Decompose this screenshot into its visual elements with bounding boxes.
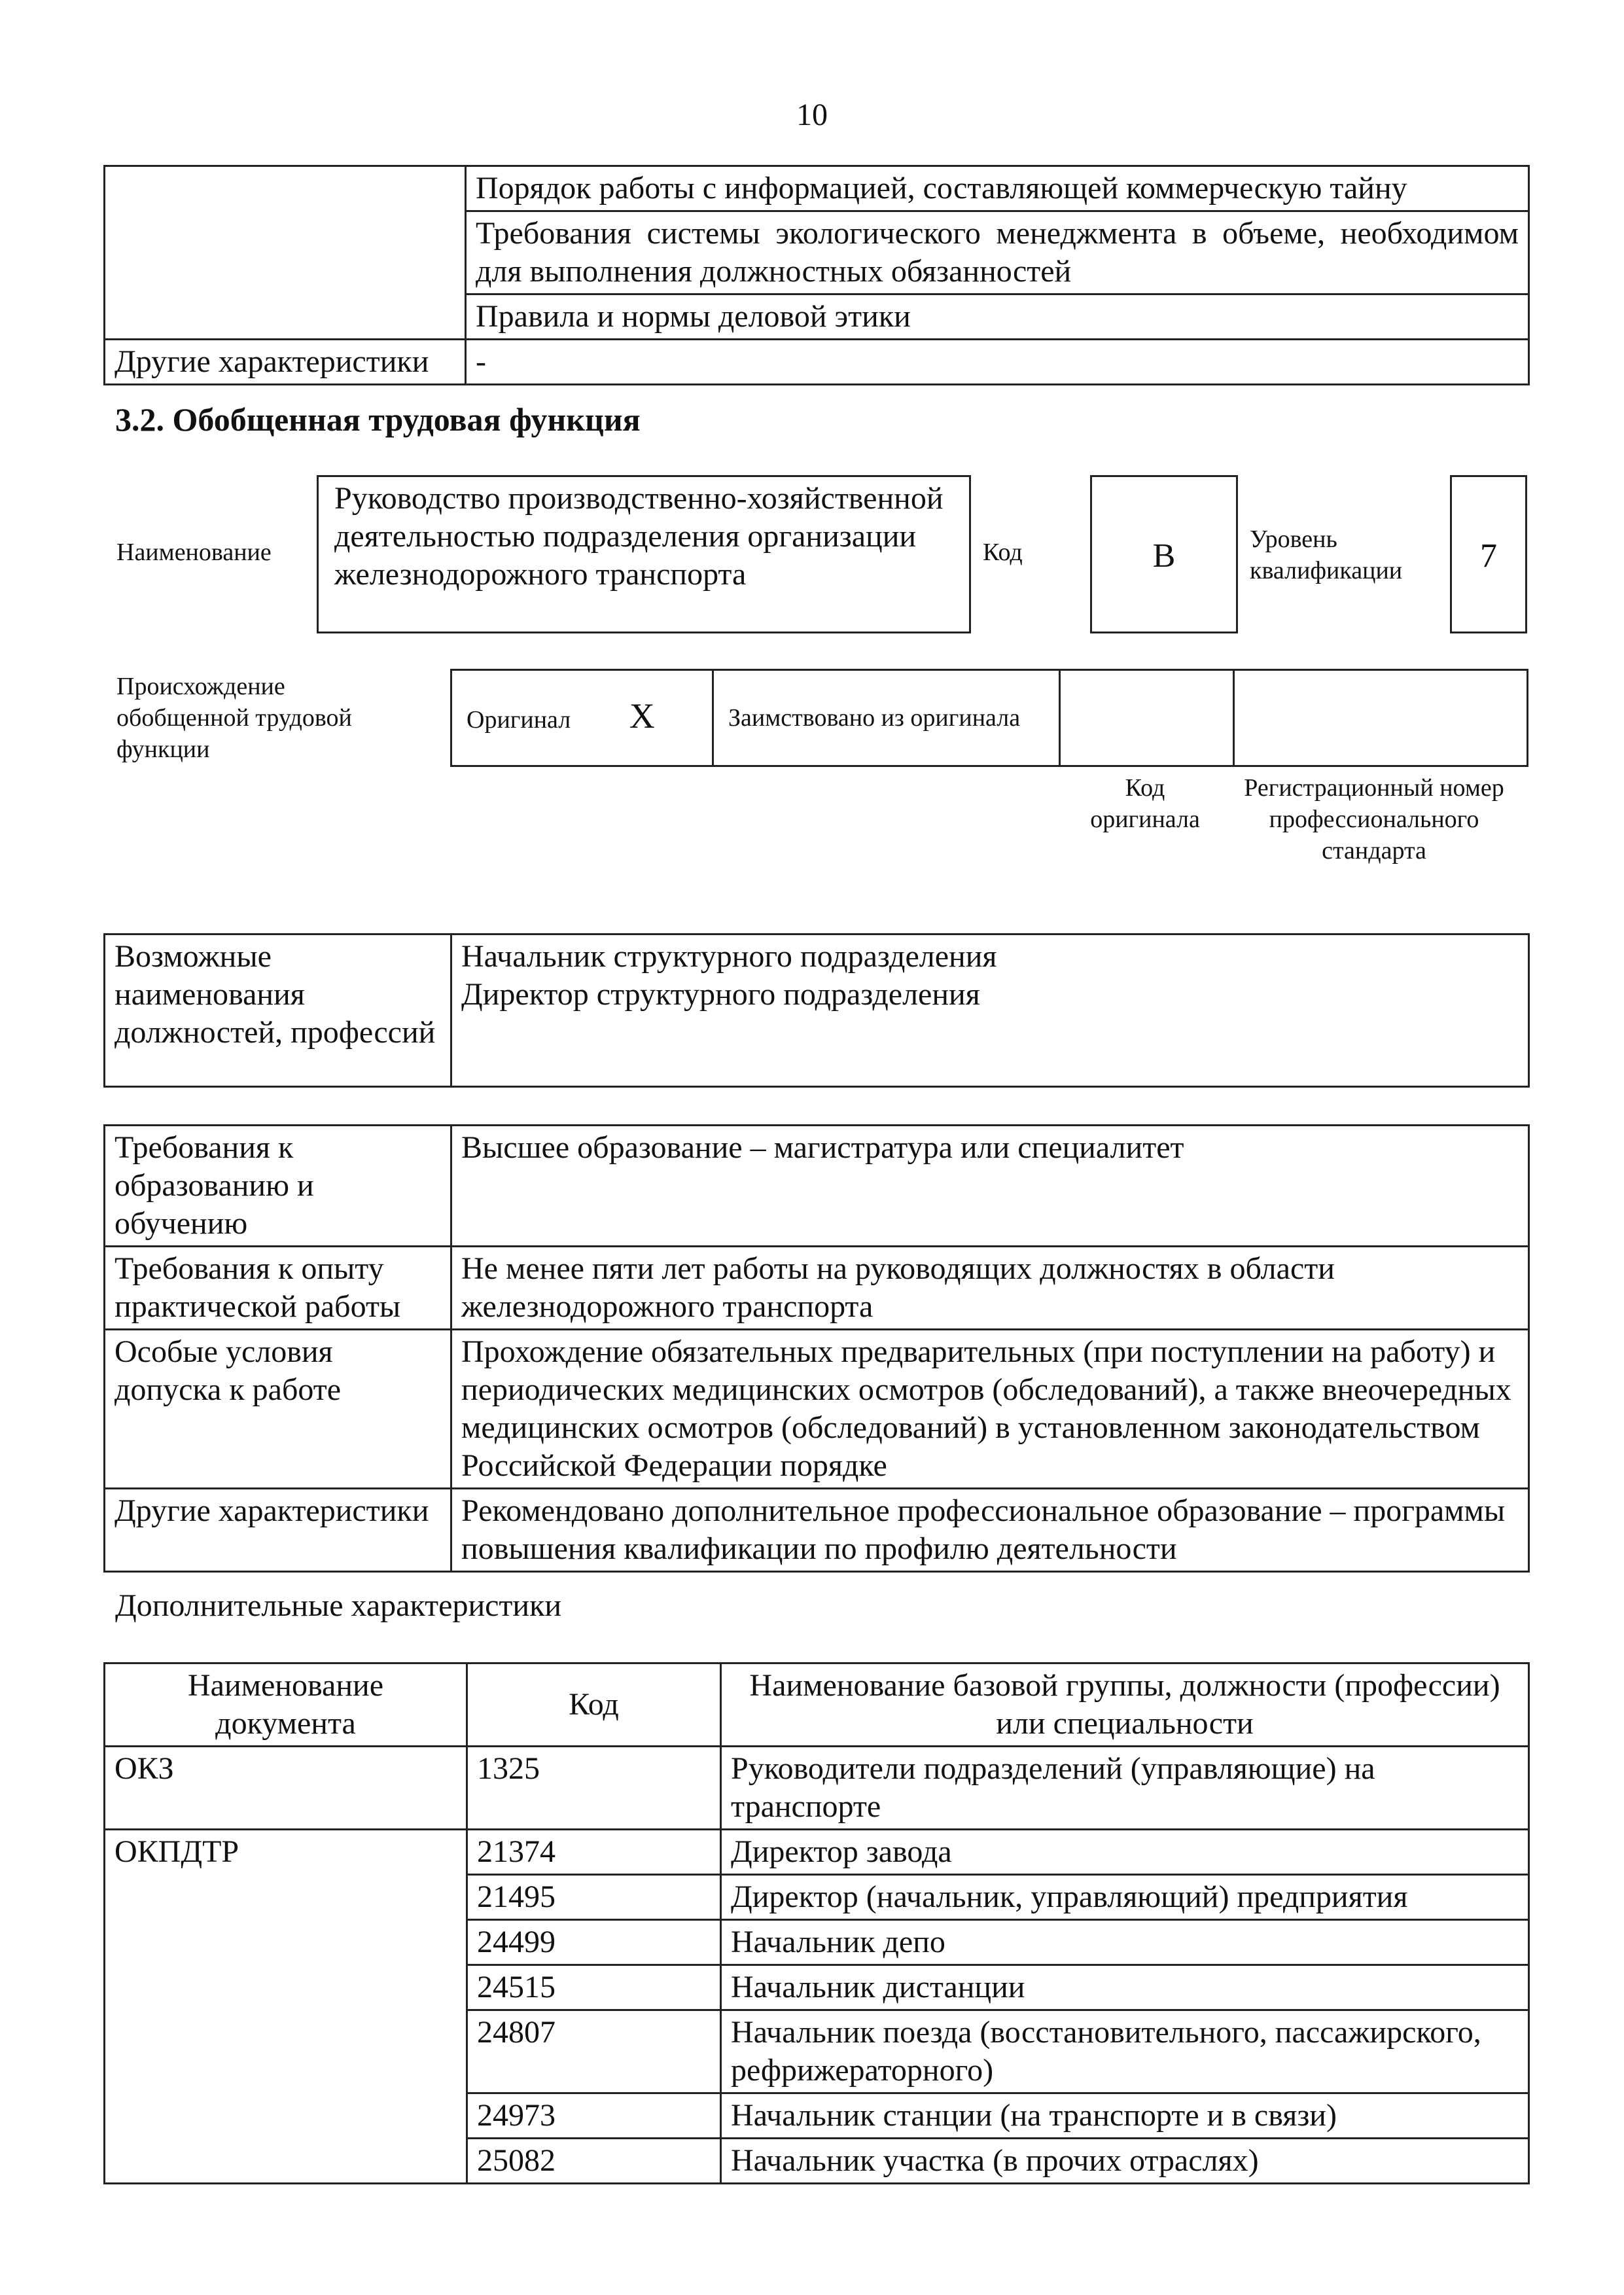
requirement-value: Прохождение обязательных предварительных (при поступлении на работу) и периодических медицинских осмотров (обследований), а также внеочередных медицинских осмотров (обследований) в установленном законодательством Российской Федерации порядке	[451, 1330, 1529, 1489]
header-document: Наименование документа	[105, 1663, 467, 1747]
doc-cell: ОКЗ	[105, 1747, 467, 1830]
requirement-value: Высшее образование – магистратура или специалитет	[451, 1126, 1529, 1247]
name-cell: Директор завода	[721, 1830, 1529, 1875]
requirements-table	[103, 1124, 1530, 1573]
name-value: Руководство производственно-хозяйственной деятельностью подразделения организации железнодорожного транспорта	[334, 481, 944, 592]
table-cell: Порядок работы с информацией, составляющей коммерческую тайну	[466, 166, 1529, 211]
section-title: 3.2. Обобщенная трудовая функция	[115, 401, 641, 438]
code-caption: Код оригинала	[1090, 774, 1200, 833]
borrowed-cell: Заимствовано из оригинала	[713, 670, 1060, 766]
additional-title: Дополнительные характеристики	[115, 1588, 562, 1623]
registration-number-cell	[1234, 670, 1528, 766]
page-number: 10	[796, 98, 828, 132]
name-cell: Начальник дистанции	[721, 1965, 1529, 2010]
positions-values	[451, 934, 1529, 1087]
level-label: Уровень квалификации	[1250, 525, 1403, 584]
requirement-label: Особые условия допуска к работе	[105, 1330, 451, 1489]
table-cell: -	[466, 340, 1529, 385]
code-cell: 24515	[467, 1965, 721, 2010]
code-cell: 21374	[467, 1830, 721, 1875]
code-cell: 25082	[467, 2139, 721, 2184]
level-value: 7	[1480, 537, 1497, 575]
header-code: Код	[467, 1663, 721, 1747]
original-label: Оригинал	[467, 706, 571, 734]
requirement-label: Требования к образованию и обучению	[105, 1126, 451, 1247]
position-item: Директор структурного подразделения	[461, 977, 980, 1012]
additional-table	[103, 1662, 1530, 2184]
registration-caption: Регистрационный номер профессионального стандарта	[1244, 774, 1504, 864]
code-cell: 24807	[467, 2010, 721, 2093]
table-cell: Правила и нормы деловой этики	[466, 294, 1529, 340]
code-cell: 1325	[467, 1747, 721, 1830]
table-cell: Требования системы экологического менеджмента в объеме, необходимом для выполнения должностных обязанностей	[466, 211, 1529, 294]
name-cell: Директор (начальник, управляющий) предприятия	[721, 1875, 1529, 1920]
code-cell: 24973	[467, 2093, 721, 2139]
code-value: B	[1152, 537, 1176, 575]
row-label: Другие характеристики	[105, 340, 466, 385]
origin-table	[450, 669, 1528, 767]
name-cell: Начальник станции (на транспорте и в связи)	[721, 2093, 1529, 2139]
requirement-value: Не менее пяти лет работы на руководящих должностях в области железнодорожного транспорта	[451, 1247, 1529, 1330]
code-cell: 21495	[467, 1875, 721, 1920]
name-cell: Начальник поезда (восстановительного, пассажирского, рефрижераторного)	[721, 2010, 1529, 2093]
requirement-value: Рекомендовано дополнительное профессиональное образование – программы повышения квалификации по профилю деятельности	[451, 1489, 1529, 1572]
position-item: Начальник структурного подразделения	[461, 939, 997, 974]
code-label: Код	[983, 539, 1023, 566]
name-cell: Начальник депо	[721, 1920, 1529, 1965]
level-box	[1450, 475, 1527, 633]
header-name: Наименование базовой группы, должности (профессии) или специальности	[721, 1663, 1529, 1747]
original-mark: X	[629, 696, 655, 736]
name-cell: Начальник участка (в прочих отраслях)	[721, 2139, 1529, 2184]
positions-label: Возможные наименования должностей, профессий	[105, 934, 451, 1087]
requirement-label: Требования к опыту практической работы	[105, 1247, 451, 1330]
requirement-label: Другие характеристики	[105, 1489, 451, 1572]
code-cell: 24499	[467, 1920, 721, 1965]
name-cell: Руководители подразделений (управляющие) на транспорте	[721, 1747, 1529, 1830]
name-label: Наименование	[116, 539, 272, 566]
doc-cell: ОКПДТР	[105, 1830, 467, 2184]
origin-label: Происхождение обобщенной трудовой функции	[116, 673, 352, 763]
positions-table	[103, 933, 1530, 1088]
original-cell	[451, 670, 713, 766]
top-characteristics-table	[103, 165, 1530, 385]
original-code-cell	[1060, 670, 1234, 766]
code-box	[1090, 475, 1238, 633]
empty-cell	[105, 166, 466, 340]
name-box	[317, 475, 971, 633]
